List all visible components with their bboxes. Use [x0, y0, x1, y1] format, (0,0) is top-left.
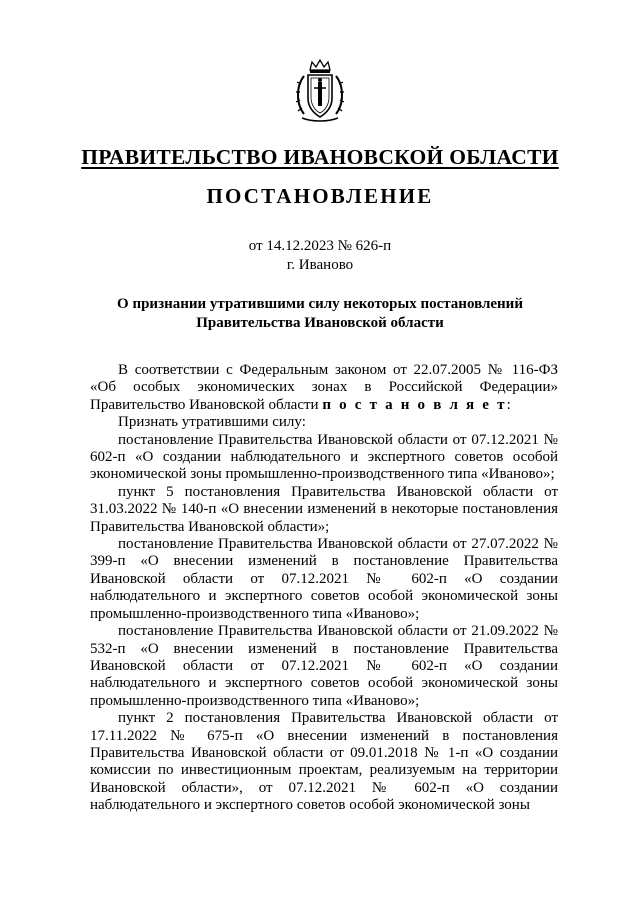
organization-title-text: ПРАВИТЕЛЬСТВО ИВАНОВСКОЙ ОБЛАСТИ: [81, 145, 559, 169]
document-body: [90, 362, 558, 815]
paragraph: Признать утратившими силу:: [118, 414, 306, 431]
coat-of-arms-emblem: [294, 58, 346, 124]
paragraph: постановление Правительства Ивановской области от 21.09.2022 № 532-п «О внесении изменений в постановление Правительства Ивановской области от 07.12.2021 № 602-п «О создании наблюдательного и экспертного советов особой экономической зоны промышленно-производственного типа «Иваново»;: [90, 623, 558, 709]
subject-line-2: Правительства Ивановской области: [196, 315, 444, 331]
paragraph: постановление Правительства Ивановской области от 27.07.2022 № 399-п «О внесении изменений в постановление Правительства Ивановской области от 07.12.2021 № 602-п «О создании наблюдательного и экспертного советов особой экономической зоны промышленно-производственного типа «Иваново»;: [90, 536, 558, 622]
document-meta: [0, 237, 640, 275]
document-type: ПОСТАНОВЛЕНИЕ: [206, 184, 434, 208]
date-number: от 14.12.2023 № 626-п: [248, 238, 392, 254]
organization-title: [0, 145, 640, 170]
paragraph: постановление Правительства Ивановской области от 07.12.2021 № 602-п «О создании наблюдательного и экспертного советов особой экономической зоны промышленно-производственного типа «Иваново»;: [90, 431, 558, 483]
subject-line-1: О признании утратившими силу некоторых постановлений: [117, 296, 523, 312]
intro-verb: п о с т а н о в л я е т: [322, 396, 507, 413]
intro-paragraph: [90, 362, 558, 414]
paragraph: пункт 5 постановления Правительства Ивановской области от 31.03.2022 № 140-п «О внесении изменений в некоторые постановления Правительства Ивановской области»;: [90, 483, 558, 535]
intro-text: В соответствии с Федеральным законом от 22.07.2005 № 116-ФЗ «Об особых экономических зонах в Российской Федерации» Правительство Ивановской области: [90, 362, 558, 413]
intro-colon: :: [506, 396, 511, 413]
paragraph: пункт 2 постановления Правительства Ивановской области от 17.11.2022 № 675-п «О внесении изменений в постановления Правительства Ивановской области от 09.01.2018 № 1-п «О создании комиссии по инвестиционным проектам, реализуемым на территории Ивановской области», от 07.12.2021 № 602-п «О создании наблюдательного и экспертного советов особой экономической зоны: [90, 710, 558, 814]
city: г. Иваново: [286, 257, 354, 273]
document-subject: [0, 295, 640, 333]
